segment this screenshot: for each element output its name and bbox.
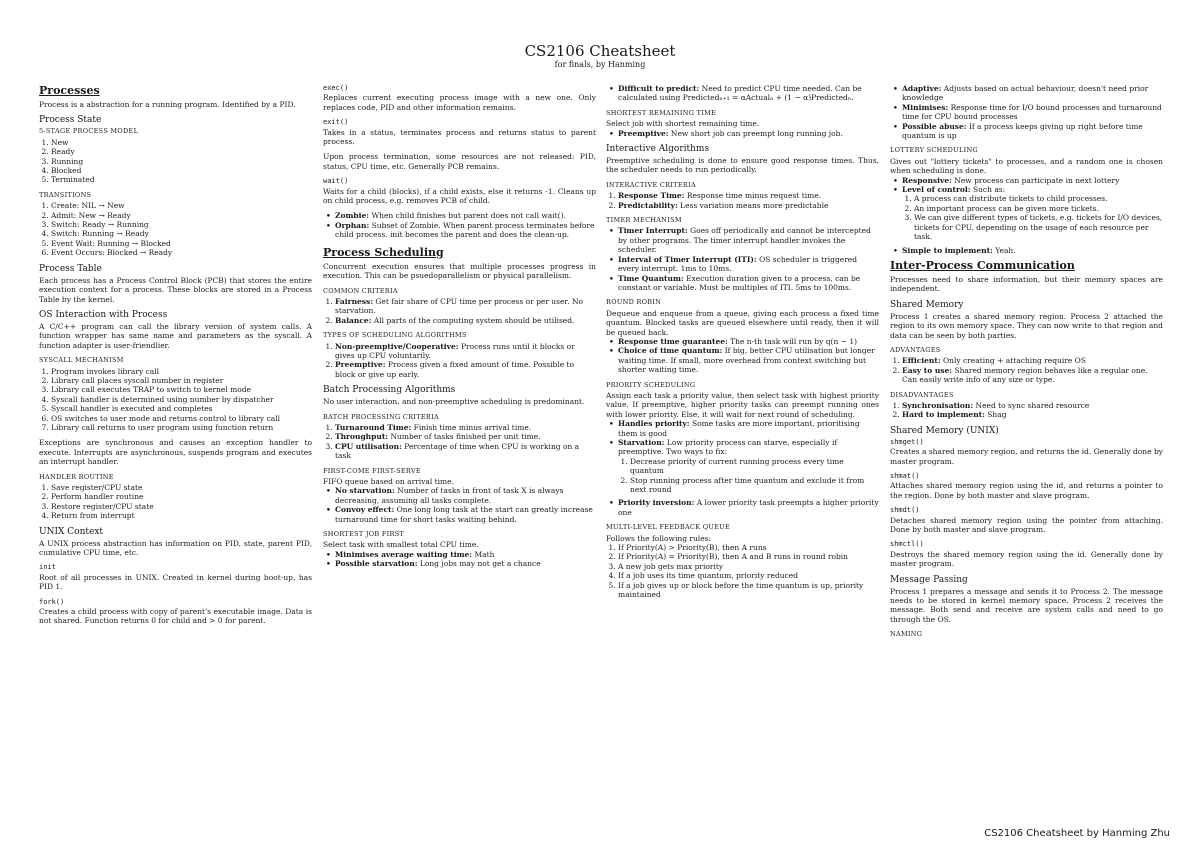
subsubsection-title: SHORTEST REMAINING TIME — [606, 108, 717, 117]
term-text: The n-th task will run by q(n − 1) — [730, 336, 858, 346]
list-item: 4. Switch: Running → Ready — [51, 229, 312, 238]
term-text: One long long task at the start can greatly increase turnaround time for short tasks waiting behind. — [335, 505, 593, 524]
term: Balance: — [335, 315, 372, 325]
paragraph: Assign each task a priority value, then select task with highest priority value. If preemptive, higher priority tasks can preempt running ones with lower priority. Else, it will wait for next round of scheduling. — [606, 390, 879, 419]
list-item: 2. Perform handler routine — [51, 492, 312, 501]
subsection-title: Interactive Algorithms — [606, 144, 710, 155]
list-item — [335, 211, 596, 220]
subsubsection-title: MULTI-LEVEL FEEDBACK QUEUE — [606, 523, 731, 532]
term: Turnaround Time: — [335, 422, 412, 432]
list-item — [618, 498, 879, 517]
code-label: shmget() — [890, 437, 924, 446]
subsubsection-title: SHORTEST JOB FIRST — [323, 530, 405, 539]
subsubsection-title: DISADVANTAGES — [890, 390, 954, 399]
paragraph: Select task with smallest total CPU time. — [323, 540, 479, 550]
list-item: 5. If a job gives up or block before the time quantum is up, priority maintained — [618, 581, 879, 600]
list-item — [335, 423, 596, 432]
subsubsection-title: TYPES OF SCHEDULING ALGORITHMS — [323, 331, 467, 340]
list-item — [335, 342, 596, 361]
paragraph: Upon process termination, some resources are not released: PID, status, CPU time, etc. Generally PCB remains. — [323, 152, 596, 171]
bullet-list — [606, 337, 879, 375]
list-item — [335, 486, 596, 505]
list-item: 1. A process can distribute tickets to child processes. — [914, 194, 1163, 203]
list-item — [618, 274, 879, 293]
list-item: 4. If a job uses its time quantum, priority reduced — [618, 571, 879, 580]
term-text: A lower priority task preempts a higher priority one — [618, 498, 879, 517]
term: Response Time: — [618, 191, 685, 201]
paragraph: Creates a child process with copy of parent's executable image. Data is not shared. Function returns 0 for child and > 0 for parent. — [39, 607, 312, 626]
term: Minimises average waiting time: — [335, 549, 473, 559]
term: Timer Interrupt: — [618, 226, 688, 236]
term-text: Some tasks are more important, prioritising them is good — [618, 419, 860, 438]
paragraph: Process 1 prepares a message and sends it to Process 2. The message needs to be stored in kernel memory space. Process 2 receives the message. Both send and receive are system calls and need to go through the OS. — [890, 586, 1163, 624]
list-item: 1. Save register/CPU state — [51, 483, 312, 492]
term: Interval of Timer Interrupt (ITI): — [618, 254, 757, 264]
term-text: Need to sync shared resource — [975, 400, 1090, 410]
term: Possible abuse: — [902, 121, 967, 131]
term: Handles priority: — [618, 419, 690, 429]
bullet-list — [890, 176, 1163, 255]
bullet-list — [606, 419, 879, 517]
transitions-list — [39, 201, 312, 257]
list-item — [902, 84, 1163, 103]
list-item — [618, 255, 879, 274]
term: Difficult to predict: — [618, 84, 700, 93]
term: Priority inversion: — [618, 498, 695, 508]
list-item — [618, 129, 879, 138]
term: Preemptive: — [335, 360, 386, 370]
list-item: 2. Stop running process after time quantum and exclude it from next round — [630, 476, 879, 495]
paragraph: Preemptive scheduling is done to ensure good response times. Thus, the scheduler needs to run periodically. — [606, 156, 879, 175]
subsection-title: Shared Memory — [890, 299, 964, 310]
term-text: Adjusts based on actual behaviour, doesn't need prior knowledge — [902, 84, 1149, 103]
code-label: init — [39, 563, 56, 572]
ic-list — [606, 191, 879, 210]
term-text: Such as: — [972, 185, 1006, 195]
list-item — [335, 221, 596, 240]
code-label: exit() — [323, 118, 349, 127]
list-item: 3. Switch: Ready → Running — [51, 220, 312, 229]
list-item: 2. Library call places syscall number in register — [51, 376, 312, 385]
term: Non-preemptive/Cooperative: — [335, 341, 459, 351]
code-label: fork() — [39, 597, 65, 606]
term: Easy to use: — [902, 365, 953, 375]
code-label: shmctl() — [890, 540, 924, 549]
page-title: CS2106 Cheatsheet — [524, 42, 676, 60]
term: Predictability: — [618, 200, 678, 210]
subsubsection-title: NAMING — [890, 630, 923, 639]
list-item — [902, 176, 1163, 185]
list-item: 1. Create: NIL → New — [51, 201, 312, 210]
list-item — [618, 438, 879, 494]
list-item — [902, 401, 1163, 410]
paragraph: Process 1 creates a shared memory region. Process 2 attached the region to its own memory space. They can now write to that region and data can be seen by both parties. — [890, 311, 1163, 340]
term: Adaptive: — [902, 84, 942, 93]
code-label: shmat() — [890, 472, 920, 480]
term-text: Shared memory region behaves like a regular one. Can easily write info of any size or type. — [902, 365, 1148, 385]
paragraph: FIFO queue based on arrival time. — [323, 477, 454, 486]
subsubsection-title: TRANSITIONS — [39, 190, 92, 199]
term-text: Math — [474, 549, 495, 559]
term-text: Response time minus request time. — [686, 191, 822, 201]
term: No starvation: — [335, 486, 395, 496]
code-label: exec() — [323, 84, 349, 92]
bullet-list — [323, 550, 596, 569]
paragraph: Follows the following rules: — [606, 533, 712, 543]
list-item: 5. Terminated — [51, 175, 312, 184]
term: Hard to implement: — [902, 410, 985, 420]
subsubsection-title: 5-STAGE PROCESS MODEL — [39, 127, 139, 136]
subsubsection-title: TIMER MECHANISM — [606, 216, 682, 225]
list-item — [335, 360, 596, 379]
list-item — [335, 316, 596, 325]
term-text: Need to predict CPU time needed. Can be calculated using Predictedₙ₊₁ = αActualₙ + (1 − α)Predictedₙ. — [618, 84, 862, 103]
term-text: Percentage of time when CPU is working on a task — [335, 441, 580, 461]
list-item — [902, 185, 1163, 241]
term-text: Only creating + attaching require OS — [943, 356, 1086, 366]
column-4 — [890, 84, 1163, 641]
subsubsection-title: ADVANTAGES — [890, 345, 941, 354]
paragraph: A UNIX process abstraction has information on PID, state, parent PID, cumulative CPU time, etc. — [39, 538, 312, 558]
term: Simple to implement: — [902, 245, 993, 255]
subsubsection-title: HANDLER ROUTINE — [39, 472, 114, 481]
term: Starvation: — [618, 438, 665, 447]
list-item — [618, 337, 879, 346]
term-text: Execution duration given to a process, can be constant or variable. Must be multiples of ITI. 5ms to 100ms. — [618, 273, 861, 292]
control-list — [902, 194, 1163, 241]
fix-list — [618, 457, 879, 495]
paragraph: Processes need to share information, but their memory spaces are independent. — [890, 274, 1163, 294]
list-item: 7. Library call returns to user program using function return — [51, 423, 312, 432]
section-title-scheduling: Process Scheduling — [323, 245, 444, 259]
term-text: Long jobs may not get a chance — [419, 559, 541, 569]
paragraph: Replaces current executing process image with a new one. Only replaces code, PID and other information remains. — [323, 93, 596, 112]
list-item: 2. If Priority(A) = Priority(B), then A and B runs in round robin — [618, 552, 879, 561]
subsubsection-title: BATCH PROCESSING CRITERIA — [323, 412, 439, 421]
list-item — [902, 410, 1163, 419]
list-item — [618, 201, 879, 210]
term: Fairness: — [335, 296, 374, 306]
subsection-title: OS Interaction with Process — [39, 309, 168, 320]
subsubsection-title: SYSCALL MECHANISM — [39, 356, 124, 365]
list-item — [618, 191, 879, 200]
term-text: When child finishes but parent does not call wait(). — [371, 211, 566, 221]
list-item — [618, 346, 879, 374]
list-item: 6. Event Occurs: Blocked → Ready — [51, 248, 312, 257]
term-text: Process given a fixed amount of time. Possible to block or give up early. — [335, 360, 575, 379]
term: Time Quantum: — [618, 273, 684, 283]
list-item: 4. Syscall handler is determined using number by dispatcher — [51, 395, 312, 404]
subsection-title: UNIX Context — [39, 526, 104, 537]
term-text: Yeah. — [995, 245, 1016, 255]
list-item: 2. Ready — [51, 147, 312, 156]
subsection-title: Process Table — [39, 263, 102, 274]
list-item: 3. We can give different types of tickets, e.g. tickets for I/O devices, tickets for CPU, depending on the usage of each resource per task. — [914, 213, 1163, 241]
model-list — [39, 138, 312, 185]
bullet-list — [890, 84, 1163, 140]
mlfq-list — [606, 543, 879, 599]
list-item: 3. Running — [51, 157, 312, 166]
term: Preemptive: — [618, 128, 669, 138]
list-item: 2. Admit: New → Ready — [51, 211, 312, 220]
paragraph: Creates a shared memory region, and returns the id. Generally done by master program. — [890, 447, 1163, 466]
handler-list — [39, 483, 312, 521]
list-item: 1. Decrease priority of current running process every time quantum — [630, 457, 879, 476]
batch-criteria-list — [323, 423, 596, 461]
term: Possible starvation: — [335, 559, 418, 569]
subsubsection-title: FIRST-COME FIRST-SERVE — [323, 466, 421, 475]
subsubsection-title: PRIORITY SCHEDULING — [606, 380, 696, 389]
list-item — [902, 366, 1163, 385]
term: CPU utilisation: — [335, 441, 402, 451]
list-item: 4. Return from interrupt — [51, 511, 312, 520]
paragraph: Process is a abstraction for a running program. Identified by a PID. — [39, 100, 296, 109]
bullet-list — [606, 226, 879, 292]
types-list — [323, 342, 596, 380]
bullet-list — [606, 129, 879, 138]
paragraph: Exceptions are synchronous and causes an exception handler to execute. Interrupts are asynchronous, suspends program and executes an interrupt handler. — [39, 438, 312, 467]
code-label: shmdt() — [890, 506, 920, 515]
syscall-list — [39, 367, 312, 433]
term: Orphan: — [335, 220, 370, 230]
list-item — [335, 505, 596, 524]
list-item: 1. Program invokes library call — [51, 367, 312, 376]
list-item — [902, 356, 1163, 365]
column-1 — [39, 84, 312, 632]
list-item: 5. Event Wait: Running → Blocked — [51, 239, 312, 248]
paragraph: A C/C++ program can call the library version of system calls. A function wrapper has same name and parameters as the syscall. A function adapter is user-friendlier. — [39, 321, 312, 350]
paragraph: No user interaction, and non-preemptive scheduling is predominant. — [323, 397, 585, 407]
subsection-title: Shared Memory (UNIX) — [890, 425, 999, 436]
subsubsection-title: INTERACTIVE CRITERIA — [606, 180, 696, 189]
disadvantages-list — [890, 401, 1163, 420]
page-subtitle: for finals, by Hanming — [554, 60, 646, 69]
list-item — [335, 550, 596, 559]
term: Convoy effect: — [335, 505, 395, 515]
paragraph: Destroys the shared memory region using the id. Generally done by master program. — [890, 549, 1163, 569]
term: Level of control: — [902, 185, 971, 195]
term: Response time guarantee: — [618, 336, 728, 346]
paragraph: Waits for a child (blocks), if a child exists, else it returns -1. Cleans up on child process, e.g. removes PCB of child. — [323, 186, 596, 206]
term: Zombie: — [335, 211, 370, 221]
bullet-list — [323, 486, 596, 524]
list-item — [902, 246, 1163, 255]
list-item — [902, 122, 1163, 141]
list-item — [335, 442, 596, 461]
term: Responsive: — [902, 175, 952, 185]
list-item: 5. Syscall handler is executed and completes — [51, 404, 312, 413]
term-text: Goes off periodically and cannot be intercepted by other programs. The timer interrupt handler invokes the scheduler. — [618, 226, 871, 255]
list-item: 3. A new job gets max priority — [618, 562, 879, 571]
term-text: Number of tasks finished per unit time. — [390, 432, 541, 442]
list-item: 3. Library call executes TRAP to switch to kernel mode — [51, 385, 312, 394]
term-text: Response time for I/O bound processes and turnaround time for CPU bound processes — [902, 102, 1162, 122]
term: Synchronisation: — [902, 400, 974, 410]
subsection-title: Message Passing — [890, 574, 968, 585]
term-text: If big, better CPU utilisation but longer waiting time. If small, more overhead from context switching but shorter waiting time. — [618, 346, 875, 375]
bullet-list — [323, 211, 596, 239]
term-text: Low priority process can starve, especially if preemptive. Two ways to fix: — [618, 438, 838, 457]
subsubsection-title: ROUND ROBIN — [606, 298, 662, 307]
code-label: wait() — [323, 177, 349, 186]
list-item: 4. Blocked — [51, 166, 312, 175]
list-item — [618, 419, 879, 438]
term-text: Shag — [987, 410, 1007, 420]
term: Minimises: — [902, 102, 949, 112]
paragraph: Dequeue and enqueue from a queue, giving each process a fixed time quantum. Blocked tasks are queued elsewhere until ready, then it will be queued back. — [606, 308, 879, 337]
paragraph: Concurrent execution ensures that multiple processes progress in execution. This can be psuedoparallelism or physical parallelism. — [323, 261, 596, 281]
column-2 — [323, 84, 596, 573]
paragraph: Each process has a Process Control Block (PCB) that stores the entire execution context for a process. These blocks are stored in a Process Table by the kernel. — [39, 275, 312, 304]
term: Efficient: — [902, 356, 941, 366]
list-item: 1. New — [51, 138, 312, 147]
paragraph: Root of all processes in UNIX. Created in kernel during boot-up, has PID 1. — [39, 572, 312, 592]
subsection-title: Process State — [39, 115, 102, 126]
list-item: 6. OS switches to user mode and returns control to library call — [51, 414, 312, 423]
footer: CS2106 Cheatsheet by Hanming Zhu — [984, 828, 1170, 839]
list-item — [335, 432, 596, 441]
list-item: 1. If Priority(A) > Priority(B), then A runs — [618, 543, 879, 552]
list-item — [335, 297, 596, 316]
term-text: Process runs until it blocks or gives up CPU voluntarily. — [335, 341, 575, 360]
subsection-title: Batch Processing Algorithms — [323, 385, 456, 396]
section-title-processes: Processes — [39, 84, 100, 97]
list-item — [902, 103, 1163, 122]
term-text: Finish time minus arrival time. — [413, 422, 532, 432]
term-text: OS scheduler is triggered every interrupt. 1ms to 10ms. — [618, 254, 858, 274]
paragraph: Detaches shared memory region using the pointer from attaching. Done by both master and slave program. — [890, 515, 1163, 535]
term-text: New process can participate in next lottery — [954, 175, 1120, 185]
term-text: Subset of Zombie. When parent process terminates before child process. init becomes the parent and does the clean-up. — [335, 220, 595, 240]
term: Throughput: — [335, 432, 389, 442]
term-text: Number of tasks in front of task X is always decreasing, assuming all tasks complete. — [335, 486, 564, 505]
criteria-list — [323, 297, 596, 325]
term-text: If a process keeps giving up right before time quantum is up — [902, 121, 1143, 141]
list-item — [335, 559, 596, 568]
term-text: Less variation means more predictable — [680, 200, 829, 210]
advantages-list — [890, 356, 1163, 384]
list-item: 3. Restore register/CPU state — [51, 502, 312, 511]
bullet-list — [606, 84, 879, 103]
column-3 — [606, 84, 879, 604]
term-text: All parts of the computing system should be utilised. — [373, 315, 575, 325]
subsubsection-title: LOTTERY SCHEDULING — [890, 146, 978, 155]
term: Choice of time quantum: — [618, 346, 723, 356]
subsubsection-title: COMMON CRITERIA — [323, 286, 398, 295]
term-text: New short job can preempt long running job. — [670, 128, 843, 138]
paragraph: Attaches shared memory region using the id, and returns a pointer to the region. Done by both master and slave program. — [890, 481, 1163, 500]
list-item — [618, 84, 879, 103]
paragraph: Gives out "lottery tickets" to processes, and a random one is chosen when scheduling is done. — [890, 156, 1163, 176]
paragraph: Select job with shortest remaining time. — [606, 119, 760, 129]
term-text: Get fair share of CPU time per process or per user. No starvation. — [335, 296, 584, 316]
section-title-ipc: Inter-Process Communication — [890, 258, 1075, 272]
list-item — [618, 226, 879, 254]
paragraph: Takes in a status, terminates process and returns status to parent process. — [323, 127, 596, 147]
list-item: 2. An important process can be given more tickets. — [914, 204, 1163, 213]
